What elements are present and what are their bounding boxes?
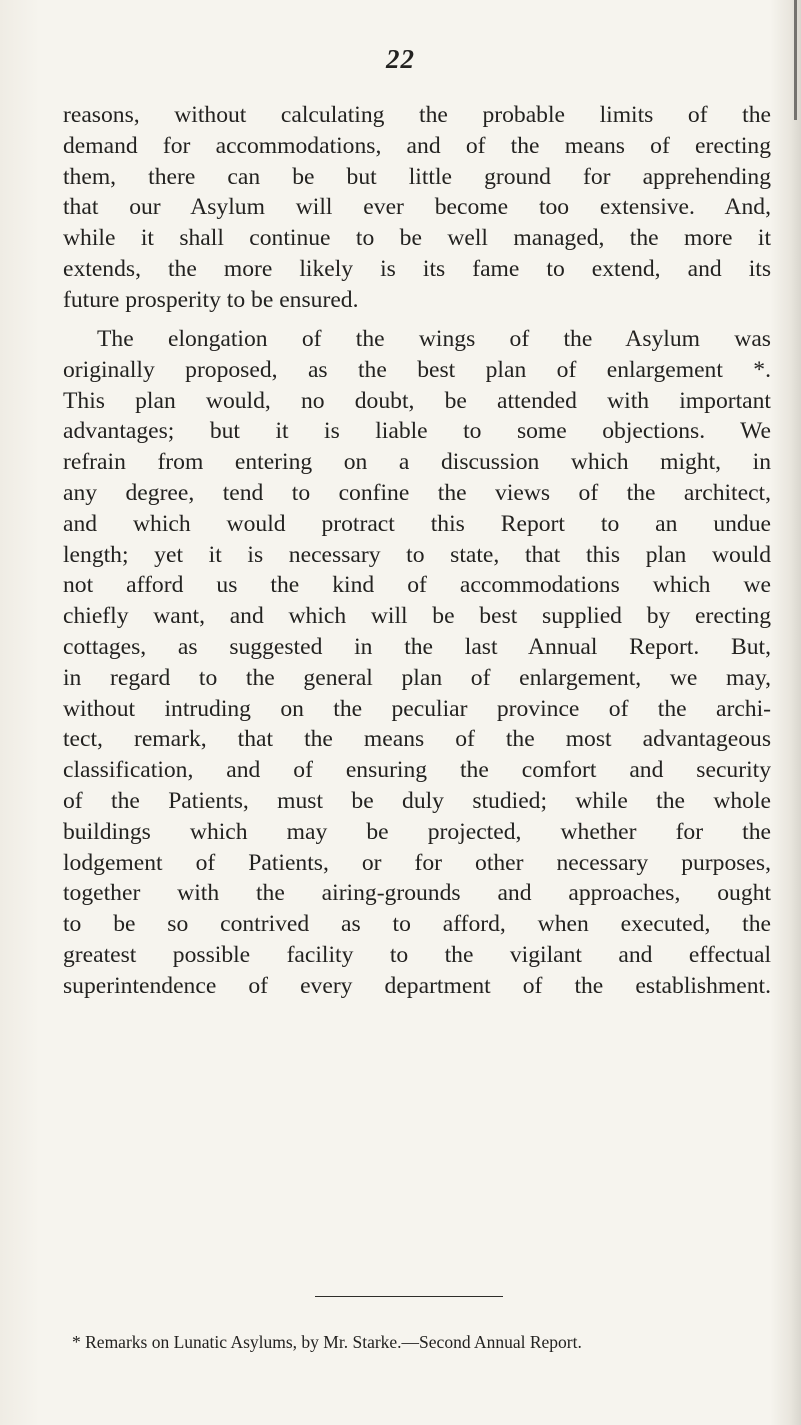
paragraph-1 [63, 100, 771, 316]
paragraph-line: extends, the more likely is its fame to extend, and its [63, 255, 771, 282]
paragraph-line: lodgement of Patients, or for other necessary purposes, [63, 849, 771, 876]
paragraph-line: superintendence of every department of the establishment. [63, 972, 771, 999]
paragraph-line: and which would protract this Report to an undue [63, 510, 771, 537]
paragraph-line: any degree, tend to confine the views of the architect, [63, 479, 771, 506]
paragraph-line: to be so contrived as to afford, when executed, the [63, 911, 771, 938]
paragraph-line: originally proposed, as the best plan of enlargement *. [63, 356, 771, 383]
paragraph-line: chiefly want, and which will be best supplied by erecting [63, 603, 771, 630]
paragraph-line: length; yet it is necessary to state, that this plan would [63, 541, 771, 568]
paragraph-line: without intruding on the peculiar province of the archi- [63, 695, 771, 722]
footnote-divider [315, 1296, 503, 1297]
paragraph-line: future prosperity to be ensured. [63, 286, 359, 313]
page-number: 22 [386, 44, 415, 74]
paragraph-line: not afford us the kind of accommodations which we [63, 572, 771, 599]
paragraph-line: together with the airing-grounds and approaches, ought [63, 880, 771, 907]
paragraph-line: tect, remark, that the means of the most advantageous [63, 726, 771, 753]
paragraph-line: advantages; but it is liable to some objections. We [63, 418, 771, 445]
paragraph-line: demand for accommodations, and of the means of erecting [63, 132, 771, 159]
paragraph-line: buildings which may be projected, whether for the [63, 818, 771, 845]
paragraph-line: cottages, as suggested in the last Annual Report. But, [63, 633, 771, 660]
paragraph-line: This plan would, no doubt, be attended with important [63, 387, 771, 414]
paragraph-line: refrain from entering on a discussion which might, in [63, 449, 771, 476]
paragraph-line: The elongation of the wings of the Asylum was [97, 326, 771, 352]
paragraph-line: classification, and of ensuring the comfort and security [63, 757, 771, 784]
footnote: * Remarks on Lunatic Asylums, by Mr. Starke.—Second Annual Report. [72, 1332, 582, 1352]
paragraph-line: greatest possible facility to the vigilant and effectual [63, 941, 771, 968]
paragraph-line: that our Asylum will ever become too extensive. And, [63, 194, 771, 221]
paragraph-line: in regard to the general plan of enlargement, we may, [63, 664, 771, 691]
paragraph-line: them, there can be but little ground for apprehending [63, 163, 771, 190]
paragraph-line: of the Patients, must be duly studied; while the whole [63, 787, 771, 814]
paragraph-2 [63, 324, 771, 1002]
paragraph-line: reasons, without calculating the probable limits of the [63, 102, 771, 128]
paragraph-line: while it shall continue to be well managed, the more it [63, 225, 771, 252]
